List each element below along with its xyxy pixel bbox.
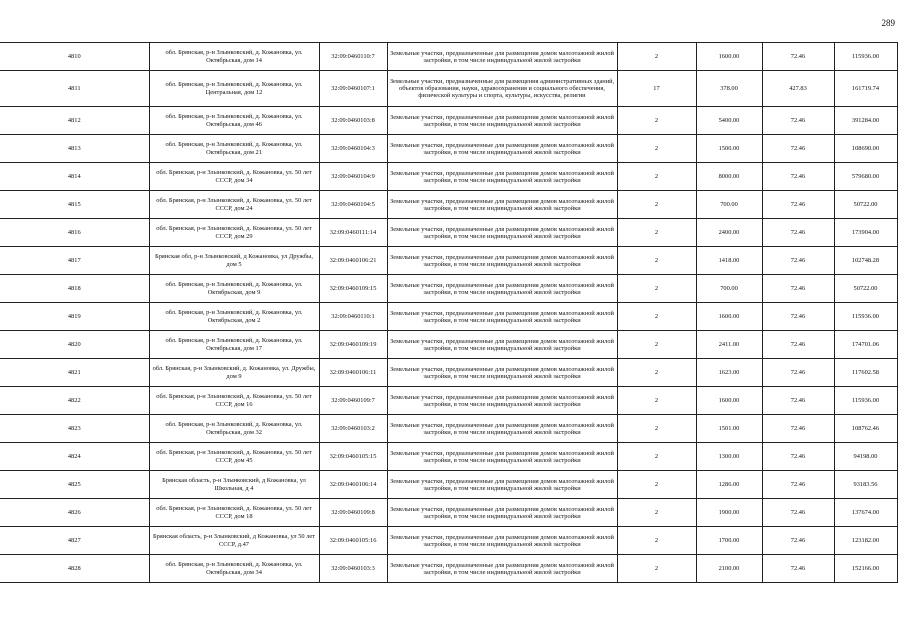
table-row — [0, 303, 897, 331]
address-cell: обл. Брянская, р-н Злынковский, д. Кожановка, ул. 50 лет СССР, дом 29 — [149, 219, 319, 247]
area-cell: 2100.00 — [696, 555, 762, 583]
row-number-cell: 4828 — [0, 555, 149, 583]
cadastral-value-cell: 152166.00 — [834, 555, 897, 583]
specific-value-cell: 72.46 — [762, 359, 834, 387]
table-row — [0, 387, 897, 415]
table-row — [0, 471, 897, 499]
area-cell: 5400.00 — [696, 107, 762, 135]
area-cell: 1418.00 — [696, 247, 762, 275]
table-row — [0, 107, 897, 135]
land-use-cell: Земельные участки, предназначенные для размещения домов малоэтажной жилой застройки, в том числе индивидуальной жилой застройки — [387, 163, 617, 191]
row-number-cell: 4820 — [0, 331, 149, 359]
cadastral-value-cell: 50722.00 — [834, 191, 897, 219]
specific-value-cell: 72.46 — [762, 163, 834, 191]
address-cell: обл. Брянская, р-н Злынковский, д. Кожановка, ул. 50 лет СССР, дом 16 — [149, 387, 319, 415]
row-number-cell: 4811 — [0, 71, 149, 107]
table-row — [0, 275, 897, 303]
area-cell: 1500.00 — [696, 135, 762, 163]
specific-value-cell: 72.46 — [762, 527, 834, 555]
row-number-cell: 4814 — [0, 163, 149, 191]
row-number-cell: 4825 — [0, 471, 149, 499]
row-number-cell: 4818 — [0, 275, 149, 303]
address-cell: обл. Брянская, р-н Злынковский, д. Кожановка, ул. Октябрьская, дом 14 — [149, 43, 319, 71]
cadastral-number-cell: 32:09:0460103:2 — [319, 415, 387, 443]
area-cell: 700.00 — [696, 275, 762, 303]
area-cell: 1501.00 — [696, 415, 762, 443]
cadastral-value-cell: 161719.74 — [834, 71, 897, 107]
area-cell: 1900.00 — [696, 499, 762, 527]
address-cell: обл. Брянская, р-н Злынковский, д. Кожановка, ул. Октябрьская, дом 9 — [149, 275, 319, 303]
row-number-cell: 4815 — [0, 191, 149, 219]
specific-value-cell: 72.46 — [762, 331, 834, 359]
address-cell: Брянская область, р-н Злынковский, д Кожановка, ул 50 лет СССР, д.47 — [149, 527, 319, 555]
address-cell: обл. Брянская, р-н Злынковский, д. Кожановка, ул. Октябрьская, дом 34 — [149, 555, 319, 583]
cadastral-value-cell: 173904.00 — [834, 219, 897, 247]
group-cell: 2 — [617, 219, 696, 247]
page-number: 289 — [881, 18, 895, 28]
land-plots-table — [0, 42, 898, 583]
specific-value-cell: 72.46 — [762, 43, 834, 71]
cadastral-number-cell: 32:09:0460109:19 — [319, 331, 387, 359]
address-cell: обл. Брянская, р-н Злынковский, д. Кожановка, ул. Дружбы, дом 9 — [149, 359, 319, 387]
area-cell: 1600.00 — [696, 303, 762, 331]
cadastral-number-cell: 32:09:0460109:15 — [319, 275, 387, 303]
cadastral-number-cell: 32:09:0460107:1 — [319, 71, 387, 107]
address-cell: обл. Брянская, р-н Злынковский, д. Кожановка, ул. Октябрьская, дом 46 — [149, 107, 319, 135]
specific-value-cell: 72.46 — [762, 107, 834, 135]
cadastral-number-cell: 32:09:0460106:14 — [319, 471, 387, 499]
specific-value-cell: 72.46 — [762, 275, 834, 303]
area-cell: 2400.00 — [696, 219, 762, 247]
specific-value-cell: 72.46 — [762, 191, 834, 219]
row-number-cell: 4823 — [0, 415, 149, 443]
specific-value-cell: 427.83 — [762, 71, 834, 107]
table-row — [0, 443, 897, 471]
address-cell: обл. Брянская, р-н Злынковский, д. Кожановка, ул. 50 лет СССР, дом 45 — [149, 443, 319, 471]
cadastral-number-cell: 32:09:0460110:7 — [319, 43, 387, 71]
area-cell: 1623.00 — [696, 359, 762, 387]
row-number-cell: 4810 — [0, 43, 149, 71]
group-cell: 2 — [617, 443, 696, 471]
group-cell: 2 — [617, 555, 696, 583]
address-cell: обл. Брянская, р-н Злынковский, д. Кожановка, ул. 50 лет СССР, дом 34 — [149, 163, 319, 191]
cadastral-number-cell: 32:09:0460106:21 — [319, 247, 387, 275]
cadastral-value-cell: 108762.46 — [834, 415, 897, 443]
area-cell: 1286.00 — [696, 471, 762, 499]
table-row — [0, 247, 897, 275]
specific-value-cell: 72.46 — [762, 555, 834, 583]
group-cell: 2 — [617, 107, 696, 135]
address-cell: обл. Брянская, р-н Злынковский, д. Кожановка, ул. 50 лет СССР, дом 18 — [149, 499, 319, 527]
cadastral-value-cell: 115936.00 — [834, 303, 897, 331]
cadastral-value-cell: 93183.56 — [834, 471, 897, 499]
cadastral-number-cell: 32:09:0460104:3 — [319, 135, 387, 163]
table-row — [0, 499, 897, 527]
row-number-cell: 4817 — [0, 247, 149, 275]
table-row — [0, 527, 897, 555]
address-cell: обл. Брянская, р-н Злынковский, д. Кожановка, ул. Октябрьская, дом 21 — [149, 135, 319, 163]
row-number-cell: 4824 — [0, 443, 149, 471]
address-cell: обл. Брянская, р-н Злынковский, д. Кожановка, ул. 50 лет СССР, дом 24 — [149, 191, 319, 219]
cadastral-number-cell: 32:09:0460104:9 — [319, 163, 387, 191]
group-cell: 2 — [617, 135, 696, 163]
group-cell: 2 — [617, 163, 696, 191]
address-cell: обл. Брянская, р-н Злынковский, д. Кожановка, ул. Октябрьская, дом 32 — [149, 415, 319, 443]
table-body — [0, 43, 897, 583]
area-cell: 1600.00 — [696, 387, 762, 415]
group-cell: 17 — [617, 71, 696, 107]
area-cell: 1700.00 — [696, 527, 762, 555]
cadastral-value-cell: 108690.00 — [834, 135, 897, 163]
specific-value-cell: 72.46 — [762, 415, 834, 443]
cadastral-number-cell: 32:09:0460103:8 — [319, 107, 387, 135]
specific-value-cell: 72.46 — [762, 303, 834, 331]
table-row — [0, 71, 897, 107]
table-row — [0, 219, 897, 247]
group-cell: 2 — [617, 359, 696, 387]
land-use-cell: Земельные участки, предназначенные для размещения домов малоэтажной жилой застройки, в том числе индивидуальной жилой застройки — [387, 43, 617, 71]
cadastral-number-cell: 32:09:0460103:3 — [319, 555, 387, 583]
cadastral-value-cell: 123182.00 — [834, 527, 897, 555]
land-use-cell: Земельные участки, предназначенные для размещения домов малоэтажной жилой застройки, в том числе индивидуальной жилой застройки — [387, 331, 617, 359]
address-cell: обл. Брянская, р-н Злынковский, д. Кожановка, ул. Центральная, дом 12 — [149, 71, 319, 107]
land-use-cell: Земельные участки, предназначенные для размещения домов малоэтажной жилой застройки, в том числе индивидуальной жилой застройки — [387, 191, 617, 219]
table-row — [0, 359, 897, 387]
group-cell: 2 — [617, 247, 696, 275]
table-row — [0, 555, 897, 583]
land-use-cell: Земельные участки, предназначенные для размещения домов малоэтажной жилой застройки, в том числе индивидуальной жилой застройки — [387, 219, 617, 247]
land-use-cell: Земельные участки, предназначенные для размещения домов малоэтажной жилой застройки, в том числе индивидуальной жилой застройки — [387, 499, 617, 527]
specific-value-cell: 72.46 — [762, 247, 834, 275]
group-cell: 2 — [617, 387, 696, 415]
cadastral-value-cell: 94198.00 — [834, 443, 897, 471]
area-cell: 1300.00 — [696, 443, 762, 471]
group-cell: 2 — [617, 415, 696, 443]
address-cell: обл. Брянская, р-н Злынковский, д. Кожановка, ул. Октябрьская, дом 17 — [149, 331, 319, 359]
group-cell: 2 — [617, 275, 696, 303]
land-use-cell: Земельные участки, предназначенные для размещения домов малоэтажной жилой застройки, в том числе индивидуальной жилой застройки — [387, 527, 617, 555]
table-row — [0, 415, 897, 443]
land-use-cell: Земельные участки, предназначенные для размещения домов малоэтажной жилой застройки, в том числе индивидуальной жилой застройки — [387, 107, 617, 135]
address-cell: обл. Брянская, р-н Злынковский, д. Кожановка, ул. Октябрьская, дом 2 — [149, 303, 319, 331]
specific-value-cell: 72.46 — [762, 471, 834, 499]
specific-value-cell: 72.46 — [762, 499, 834, 527]
area-cell: 700.00 — [696, 191, 762, 219]
land-use-cell: Земельные участки, предназначенные для размещения домов малоэтажной жилой застройки, в том числе индивидуальной жилой застройки — [387, 443, 617, 471]
group-cell: 2 — [617, 527, 696, 555]
cadastral-value-cell: 391284.00 — [834, 107, 897, 135]
cadastral-value-cell: 137674.00 — [834, 499, 897, 527]
cadastral-number-cell: 32:09:0460105:15 — [319, 443, 387, 471]
cadastral-number-cell: 32:09:0460105:16 — [319, 527, 387, 555]
land-use-cell: Земельные участки, предназначенные для размещения административных зданий, объектов образования, науки, здравоохранения и социального обеспечения, физической культуры и спорта, культуры, искусства, религии — [387, 71, 617, 107]
group-cell: 2 — [617, 499, 696, 527]
land-use-cell: Земельные участки, предназначенные для размещения домов малоэтажной жилой застройки, в том числе индивидуальной жилой застройки — [387, 135, 617, 163]
cadastral-number-cell: 32:09:0460111:14 — [319, 219, 387, 247]
specific-value-cell: 72.46 — [762, 219, 834, 247]
group-cell: 2 — [617, 303, 696, 331]
cadastral-value-cell: 579680.00 — [834, 163, 897, 191]
row-number-cell: 4821 — [0, 359, 149, 387]
land-use-cell: Земельные участки, предназначенные для размещения домов малоэтажной жилой застройки, в том числе индивидуальной жилой застройки — [387, 275, 617, 303]
cadastral-value-cell: 115936.00 — [834, 387, 897, 415]
row-number-cell: 4816 — [0, 219, 149, 247]
specific-value-cell: 72.46 — [762, 135, 834, 163]
row-number-cell: 4813 — [0, 135, 149, 163]
land-use-cell: Земельные участки, предназначенные для размещения домов малоэтажной жилой застройки, в том числе индивидуальной жилой застройки — [387, 471, 617, 499]
cadastral-value-cell: 102748.28 — [834, 247, 897, 275]
land-use-cell: Земельные участки, предназначенные для размещения домов малоэтажной жилой застройки, в том числе индивидуальной жилой застройки — [387, 555, 617, 583]
cadastral-value-cell: 117602.58 — [834, 359, 897, 387]
row-number-cell: 4826 — [0, 499, 149, 527]
group-cell: 2 — [617, 331, 696, 359]
cadastral-number-cell: 32:09:0460106:11 — [319, 359, 387, 387]
row-number-cell: 4819 — [0, 303, 149, 331]
area-cell: 8000.00 — [696, 163, 762, 191]
land-use-cell: Земельные участки, предназначенные для размещения домов малоэтажной жилой застройки, в том числе индивидуальной жилой застройки — [387, 247, 617, 275]
group-cell: 2 — [617, 471, 696, 499]
table-row — [0, 43, 897, 71]
land-use-cell: Земельные участки, предназначенные для размещения домов малоэтажной жилой застройки, в том числе индивидуальной жилой застройки — [387, 359, 617, 387]
table-row — [0, 191, 897, 219]
cadastral-number-cell: 32:09:0460110:1 — [319, 303, 387, 331]
table-row — [0, 163, 897, 191]
land-use-cell: Земельные участки, предназначенные для размещения домов малоэтажной жилой застройки, в том числе индивидуальной жилой застройки — [387, 415, 617, 443]
cadastral-number-cell: 32:09:0460109:8 — [319, 499, 387, 527]
row-number-cell: 4812 — [0, 107, 149, 135]
land-use-cell: Земельные участки, предназначенные для размещения домов малоэтажной жилой застройки, в том числе индивидуальной жилой застройки — [387, 303, 617, 331]
specific-value-cell: 72.46 — [762, 387, 834, 415]
cadastral-value-cell: 50722.00 — [834, 275, 897, 303]
land-use-cell: Земельные участки, предназначенные для размещения домов малоэтажной жилой застройки, в том числе индивидуальной жилой застройки — [387, 387, 617, 415]
row-number-cell: 4827 — [0, 527, 149, 555]
area-cell: 2411.00 — [696, 331, 762, 359]
address-cell: Брянская обл, р-н Злынковский, д Кожановка, ул Дружбы, дом 5 — [149, 247, 319, 275]
row-number-cell: 4822 — [0, 387, 149, 415]
address-cell: Брянская область, р-н Злынковский, д Кожановка, ул Школьная, д 4 — [149, 471, 319, 499]
cadastral-number-cell: 32:09:0460109:7 — [319, 387, 387, 415]
table-row — [0, 331, 897, 359]
cadastral-value-cell: 115936.00 — [834, 43, 897, 71]
area-cell: 378.00 — [696, 71, 762, 107]
cadastral-number-cell: 32:09:0460104:5 — [319, 191, 387, 219]
cadastral-value-cell: 174701.06 — [834, 331, 897, 359]
group-cell: 2 — [617, 191, 696, 219]
specific-value-cell: 72.46 — [762, 443, 834, 471]
group-cell: 2 — [617, 43, 696, 71]
table-row — [0, 135, 897, 163]
area-cell: 1600.00 — [696, 43, 762, 71]
